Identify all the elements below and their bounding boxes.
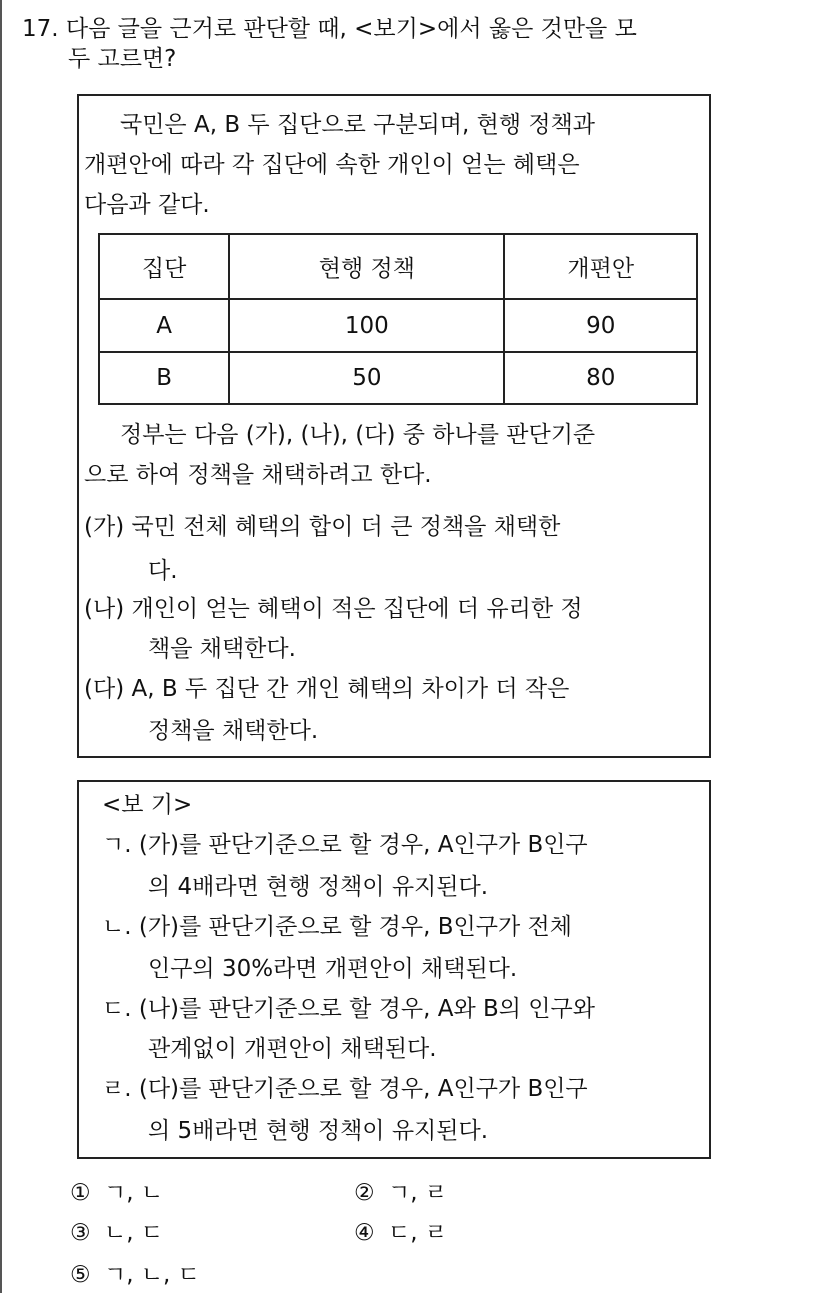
choice-text: ㄱ, ㄹ bbox=[388, 1180, 448, 1206]
bogi-item-2-line2: 인구의 30%라면 개편안이 채택된다. bbox=[148, 956, 518, 982]
choice-number: ④ bbox=[354, 1220, 375, 1246]
choice-text: ㄱ, ㄴ bbox=[104, 1180, 164, 1206]
benefit-table bbox=[98, 233, 698, 405]
choice-number: ② bbox=[354, 1180, 375, 1206]
table-cell: 50 bbox=[229, 352, 504, 404]
table-header-reform: 개편안 bbox=[504, 234, 697, 299]
choice-3[interactable] bbox=[70, 1218, 163, 1248]
choice-text: ㄷ, ㄹ bbox=[388, 1220, 448, 1246]
choice-number: ① bbox=[70, 1180, 91, 1206]
choice-text: ㄱ, ㄴ, ㄷ bbox=[104, 1262, 200, 1288]
choice-1[interactable] bbox=[70, 1178, 163, 1208]
bogi-title: <보 기> bbox=[102, 792, 193, 818]
table-cell: 100 bbox=[229, 299, 504, 351]
bogi-item-1-line2: 의 4배라면 현행 정책이 유지된다. bbox=[148, 874, 489, 900]
table-header-row bbox=[99, 234, 697, 299]
table-cell: 80 bbox=[504, 352, 697, 404]
choice-2[interactable] bbox=[354, 1178, 447, 1208]
criterion-na-line2: 책을 채택한다. bbox=[148, 636, 296, 662]
table-header-current: 현행 정책 bbox=[229, 234, 504, 299]
bogi-item-4-line2: 의 5배라면 현행 정책이 유지된다. bbox=[148, 1118, 489, 1144]
bogi-item-1-line1: ㄱ. (가)를 판단기준으로 할 경우, A인구가 B인구 bbox=[102, 832, 588, 858]
criterion-da-line2: 정책을 채택한다. bbox=[148, 718, 319, 744]
bogi-item-3-line2: 관계없이 개편안이 채택된다. bbox=[148, 1036, 437, 1062]
passage-intro-line3: 다음과 같다. bbox=[84, 192, 210, 218]
passage-intro-line2: 개편안에 따라 각 집단에 속한 개인이 얻는 혜택은 bbox=[84, 152, 580, 178]
bogi-item-4-line1: ㄹ. (다)를 판단기준으로 할 경우, A인구가 B인구 bbox=[102, 1076, 588, 1102]
choice-4[interactable] bbox=[354, 1218, 447, 1248]
criteria-intro-line2: 으로 하여 정책을 채택하려고 한다. bbox=[84, 462, 432, 488]
table-row bbox=[99, 299, 697, 351]
table-cell: 90 bbox=[504, 299, 697, 351]
choice-text: ㄴ, ㄷ bbox=[104, 1220, 164, 1246]
criterion-na-line1: (나) 개인이 얻는 혜택이 적은 집단에 더 유리한 정 bbox=[84, 596, 583, 622]
criterion-ga-line2: 다. bbox=[148, 558, 178, 584]
criterion-ga-line1: (가) 국민 전체 혜택의 합이 더 큰 정책을 채택한 bbox=[84, 514, 561, 540]
table-cell: B bbox=[99, 352, 229, 404]
table-row bbox=[99, 352, 697, 404]
table-header-group: 집단 bbox=[99, 234, 229, 299]
criteria-intro-line1: 정부는 다음 (가), (나), (다) 중 하나를 판단기준 bbox=[120, 422, 596, 448]
choice-5[interactable] bbox=[70, 1260, 200, 1290]
question-stem-line1: 17. 다음 글을 근거로 판단할 때, <보기>에서 옳은 것만을 모 bbox=[22, 16, 637, 42]
page-left-rule bbox=[0, 0, 2, 1293]
choice-number: ⑤ bbox=[70, 1262, 91, 1288]
passage-intro-line1: 국민은 A, B 두 집단으로 구분되며, 현행 정책과 bbox=[120, 112, 596, 138]
bogi-item-3-line1: ㄷ. (나)를 판단기준으로 할 경우, A와 B의 인구와 bbox=[102, 996, 595, 1022]
choice-number: ③ bbox=[70, 1220, 91, 1246]
table-cell: A bbox=[99, 299, 229, 351]
criterion-da-line1: (다) A, B 두 집단 간 개인 혜택의 차이가 더 작은 bbox=[84, 676, 570, 702]
bogi-item-2-line1: ㄴ. (가)를 판단기준으로 할 경우, B인구가 전체 bbox=[102, 914, 572, 940]
question-stem-line2: 두 고르면? bbox=[68, 46, 177, 72]
